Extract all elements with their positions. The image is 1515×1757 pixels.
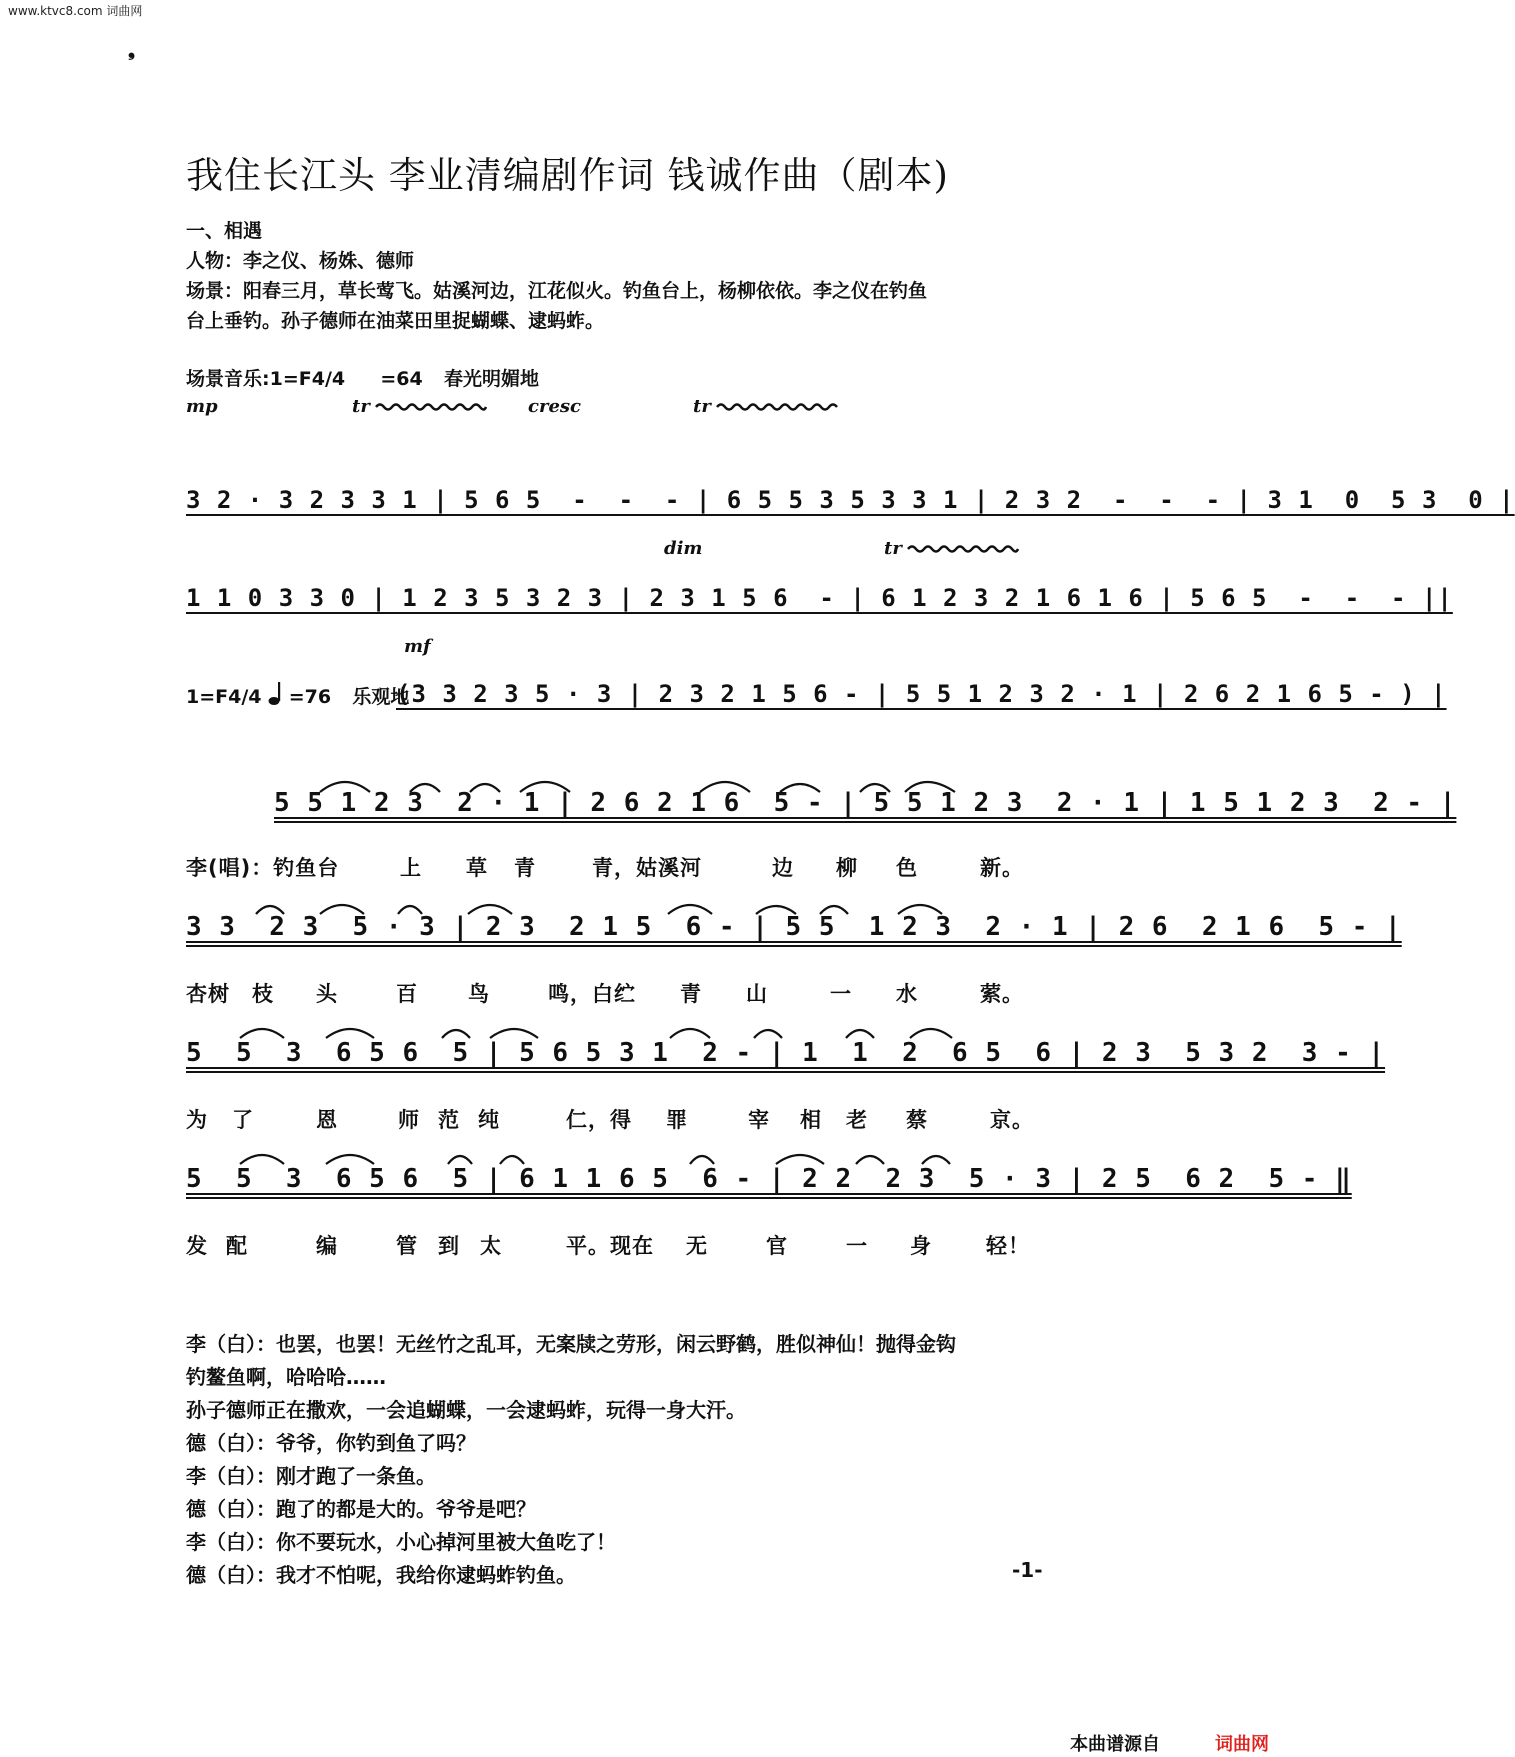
lyric-word: 百: [396, 982, 418, 1006]
page-title: 我住长江头 李业清编剧作词 钱诚作曲（剧本): [186, 154, 949, 197]
lyric-word: 一: [846, 1234, 868, 1258]
dialogue-line: 孙子德师正在撒欢，一会追蝴蝶，一会逮蚂蚱，玩得一身大汗。: [186, 1398, 746, 1422]
lyric-word: 头: [316, 982, 338, 1006]
dialogue-line: 李（白）：你不要玩水，小心掉河里被大鱼吃了！: [186, 1530, 616, 1554]
mf-mark: mf: [404, 636, 431, 657]
intro-notation-line-2: 1 1 0 3 3 0 | 1 2 3 5 3 2 3 | 2 3 1 5 6 - | 6 1 2 3 2 1 6 1 6 | 5 6 5 - - - ||: [186, 584, 1453, 612]
dialogue-line: 德（白）：跑了的都是大的。爷爷是吧？: [186, 1497, 536, 1521]
lyric-line-4: [0, 1230, 1279, 1260]
dialogue-line: 德（白）：爷爷，你钓到鱼了吗？: [186, 1431, 476, 1455]
lyric-word: 恩: [316, 1108, 338, 1132]
lyric-word: 青: [514, 856, 536, 880]
trill-mark-3: tr: [884, 538, 1018, 559]
lyric-word: 李(唱)：钓鱼台: [186, 856, 340, 880]
song-expression: 乐观地: [352, 686, 410, 708]
lyric-word: 蔡: [906, 1108, 928, 1132]
song-notation-line-1: 5 5 1 2 3 2 · 1 | 2 6 2 1 6 5 - | 5 5 1 2 3 2 · 1 | 1 5 1 2 3 2 - |: [274, 788, 1457, 818]
lyric-word: 太: [480, 1234, 502, 1258]
intro-tempo: =64: [380, 368, 423, 390]
footer-site-link[interactable]: 词曲网: [1215, 1734, 1269, 1755]
trill-mark-1: tr: [352, 396, 486, 417]
lyric-word: 草: [466, 856, 488, 880]
lyric-word: 一: [830, 982, 852, 1006]
song-key-signature: 1=F4/4: [186, 686, 262, 708]
lyric-word: 枝: [252, 982, 274, 1006]
dialogue-line: 钓鳌鱼啊，哈哈哈……: [186, 1365, 386, 1389]
scene-setting-line-1: 场景：阳春三月，草长莺飞。姑溪河边，江花似火。钓鱼台上，杨柳依依。李之仪在钓鱼: [186, 280, 928, 302]
dialogue-line: 李（白）：刚才跑了一条鱼。: [186, 1464, 436, 1488]
page-number: -1-: [1012, 1558, 1043, 1582]
lyric-word: 色: [896, 856, 918, 880]
lyric-word: 相: [800, 1108, 822, 1132]
margin-mark: ❟: [128, 40, 136, 61]
site-url[interactable]: www.ktvc8.com 词曲网: [8, 4, 143, 18]
lyric-word: 新。: [980, 856, 1024, 880]
lyric-word: 编: [316, 1234, 338, 1258]
lyric-word: 发: [186, 1234, 208, 1258]
lyric-word: 边: [772, 856, 794, 880]
lyric-word: 范: [438, 1108, 460, 1132]
lyric-word: 官: [766, 1234, 788, 1258]
song-notation-line-3: 5 5 3 6 5 6 5 | 5 6 5 3 1 2 - | 1 1 2 6 5 6 | 2 3 5 3 2 3 - |: [186, 1038, 1386, 1068]
scene-heading: 一、相遇: [186, 220, 263, 242]
lyric-word: 上: [400, 856, 422, 880]
song-notation-line-2: 3 3 2 3 5 · 3 | 2 3 2 1 5 6 - | 5 5 1 2 3 2 · 1 | 2 6 2 1 6 5 - |: [186, 912, 1402, 942]
dialogue-line: 李（白）：也罢，也罢！无丝竹之乱耳，无案牍之劳形，闲云野鹤，胜似神仙！抛得金钩: [186, 1332, 956, 1356]
lyric-word: 青，姑溪河: [592, 856, 702, 880]
cresc-mark: cresc: [528, 396, 581, 417]
lyric-word: 配: [226, 1234, 248, 1258]
lyric-word: 罪: [666, 1108, 688, 1132]
dim-mark: dim: [664, 538, 703, 559]
song-notation-line-4: 5 5 3 6 5 6 5 | 6 1 1 6 5 6 - | 2 2 2 3 5 · 3 | 2 5 6 2 5 - ‖: [186, 1164, 1352, 1194]
lyric-word: 了: [232, 1108, 254, 1132]
lyric-word: 老: [846, 1108, 868, 1132]
lyric-word: 山: [746, 982, 768, 1006]
trill-mark-2: tr: [693, 396, 837, 417]
lyric-word: 管: [396, 1234, 418, 1258]
lyric-word: 水: [896, 982, 918, 1006]
scene-characters: 人物：李之仪、杨姝、德师: [186, 250, 415, 272]
lyric-word: 轻！: [986, 1234, 1030, 1258]
lyric-word: 京。: [990, 1108, 1034, 1132]
intro-expression: 春光明媚地: [443, 368, 539, 390]
lyric-word: 杏树: [186, 982, 230, 1006]
scene-setting-line-2: 台上垂钓。孙子德师在油菜田里捉蝴蝶、逮蚂蚱。: [186, 310, 605, 332]
lyric-word: 平。现在: [566, 1234, 654, 1258]
lyric-word: 青: [680, 982, 702, 1006]
intro-key-signature: 场景音乐:1=F4/4: [186, 368, 346, 390]
lyric-word: 萦。: [980, 982, 1024, 1006]
dialogue-line: 德（白）：我才不怕呢，我给你逮蚂蚱钓鱼。: [186, 1563, 576, 1587]
lyric-word: 鸟: [468, 982, 490, 1006]
lyric-word: 师: [398, 1108, 420, 1132]
lyric-word: 宰: [748, 1108, 770, 1132]
song-intro-notation: (3 3 2 3 5 · 3 | 2 3 2 1 5 6 - | 5 5 1 2 3 2 · 1 | 2 6 2 1 6 5 - ) |: [396, 680, 1447, 708]
lyric-word: 鸣，白纻: [548, 982, 636, 1006]
intro-notation-line-1: 3 2 · 3 2 3 3 1 | 5 6 5 - - - | 6 5 5 3 5 3 3 1 | 2 3 2 - - - | 3 1 0 5 3 0 |: [186, 486, 1515, 514]
lyric-word: 到: [438, 1234, 460, 1258]
lyric-word: 纯: [478, 1108, 500, 1132]
footer-source-label: 本曲谱源自: [1070, 1734, 1160, 1755]
lyric-word: 仁，得: [566, 1108, 632, 1132]
lyric-word: 为: [186, 1108, 208, 1132]
lyric-word: 柳: [836, 856, 858, 880]
lyric-word: 身: [910, 1234, 932, 1258]
song-tempo: =76: [288, 686, 332, 708]
lyric-word: 无: [686, 1234, 708, 1258]
mp-mark: mp: [186, 396, 218, 417]
